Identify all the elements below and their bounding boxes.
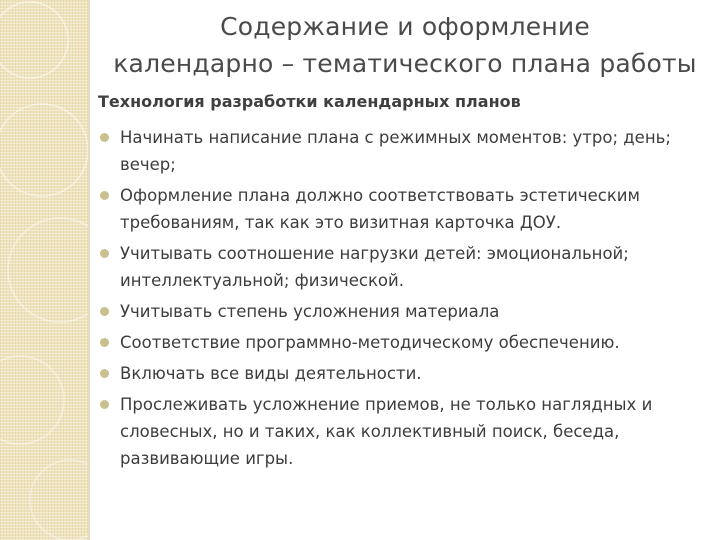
slide-subtitle: Технология разработки календарных планов <box>98 92 521 111</box>
bullet-item <box>98 391 698 472</box>
bullet-text: Начинать написание плана с режимных моментов: утро; день; вечер; <box>120 128 671 174</box>
bullet-item <box>98 182 698 236</box>
decorative-circles <box>0 0 88 540</box>
bullet-dot-icon <box>100 400 109 409</box>
bullet-dot-icon <box>100 249 109 258</box>
bullet-text: Включать все виды деятельности. <box>120 364 422 383</box>
bullet-text: Учитывать соотношение нагрузки детей: эмоциональной; интеллектуальной; физической. <box>120 244 629 290</box>
strip-divider <box>88 0 90 540</box>
slide-title-line-1: Содержание и оформление <box>220 12 590 41</box>
bullet-dot-icon <box>100 338 109 347</box>
bullet-text: Соответствие программно-методическому обеспечению. <box>120 333 620 352</box>
bullet-text: Прослеживать усложнение приемов, не только наглядных и словесных, но и таких, как коллективный поиск, беседа, развивающие игры. <box>120 395 653 468</box>
slide-title-line-2: календарно – тематического плана работы <box>113 49 697 78</box>
bullet-text: Учитывать степень усложнения материала <box>120 302 500 321</box>
bullet-list <box>98 124 698 476</box>
bullet-dot-icon <box>100 133 109 142</box>
bullet-dot-icon <box>100 191 109 200</box>
bullet-dot-icon <box>100 307 109 316</box>
decorative-side-strip <box>0 0 88 540</box>
bullet-item <box>98 298 698 325</box>
bullet-item <box>98 124 698 178</box>
bullet-text: Оформление плана должно соответствовать эстетическим требованиям, так как это визитная карточка ДОУ. <box>120 186 640 232</box>
bullet-dot-icon <box>100 369 109 378</box>
bullet-item <box>98 329 698 356</box>
bullet-item <box>98 240 698 294</box>
bullet-item <box>98 360 698 387</box>
